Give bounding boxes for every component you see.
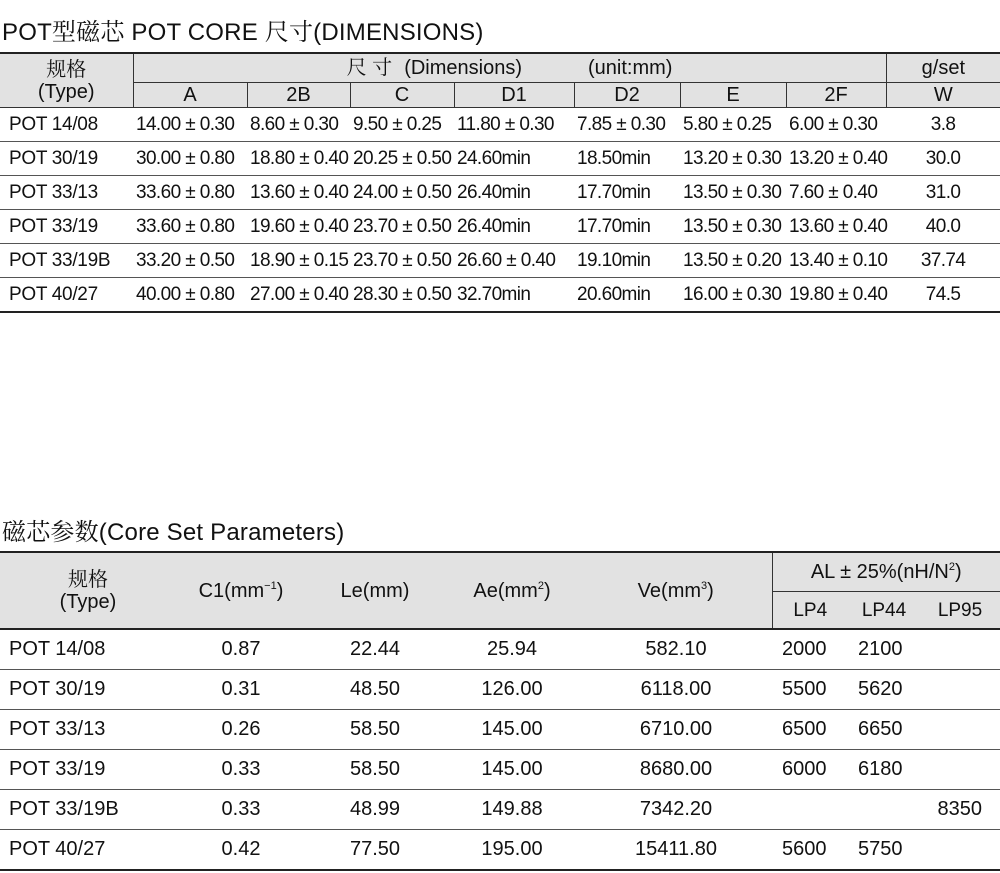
col-header-a: A — [133, 83, 247, 108]
dimension-cell: 23.70 ± 0.50 — [350, 244, 454, 278]
type-cell: POT 33/13 — [0, 176, 133, 210]
dimension-cell: 6.00 ± 0.30 — [786, 108, 886, 142]
dimension-cell: 16.00 ± 0.30 — [680, 278, 786, 313]
le-cell: 48.99 — [306, 790, 444, 830]
c1-cell: 0.31 — [176, 670, 306, 710]
type-cell: POT 40/27 — [0, 278, 133, 313]
col-header-c: C — [350, 83, 454, 108]
lp95-header: LP95 — [920, 592, 1000, 630]
parameters-table — [0, 551, 1000, 871]
lp44-cell: 5750 — [848, 830, 920, 871]
dimensions-header: 尺 寸 (Dimensions) (unit:mm) — [133, 53, 886, 83]
ae-cell: 145.00 — [444, 750, 580, 790]
weight-cell: 3.8 — [886, 108, 1000, 142]
table-row — [0, 278, 1000, 313]
dimension-cell: 19.60 ± 0.40 — [247, 210, 350, 244]
dimension-cell: 17.70min — [574, 210, 680, 244]
weight-unit-header: g/set — [886, 53, 1000, 83]
dimension-cell: 20.25 ± 0.50 — [350, 142, 454, 176]
c1-cell: 0.26 — [176, 710, 306, 750]
lp95-cell — [920, 710, 1000, 750]
le-cell: 77.50 — [306, 830, 444, 871]
lp44-cell: 2100 — [848, 629, 920, 670]
ve-cell: 6710.00 — [580, 710, 772, 750]
col-header-2b: 2B — [247, 83, 350, 108]
dimension-cell: 17.70min — [574, 176, 680, 210]
dimension-cell: 13.50 ± 0.30 — [680, 210, 786, 244]
col-header-w: W — [886, 83, 1000, 108]
dimension-cell: 18.80 ± 0.40 — [247, 142, 350, 176]
lp95-cell — [920, 629, 1000, 670]
dimension-cell: 40.00 ± 0.80 — [133, 278, 247, 313]
dimension-cell: 24.60min — [454, 142, 574, 176]
type-cell: POT 40/27 — [0, 830, 176, 871]
type-cell: POT 14/08 — [0, 108, 133, 142]
lp44-cell: 6650 — [848, 710, 920, 750]
lp95-cell — [920, 830, 1000, 871]
dimensions-title: POT型磁芯 POT CORE 尺寸(DIMENSIONS) — [2, 19, 484, 46]
ve-cell: 582.10 — [580, 629, 772, 670]
lp44-cell: 6180 — [848, 750, 920, 790]
dimension-cell: 14.00 ± 0.30 — [133, 108, 247, 142]
table-row — [0, 108, 1000, 142]
c1-cell: 0.42 — [176, 830, 306, 871]
dimension-cell: 7.60 ± 0.40 — [786, 176, 886, 210]
lp4-cell: 2000 — [772, 629, 848, 670]
dimension-cell: 33.60 ± 0.80 — [133, 210, 247, 244]
dimensions-table — [0, 52, 1000, 313]
weight-cell: 74.5 — [886, 278, 1000, 313]
table-row — [0, 830, 1000, 871]
type-cell: POT 33/19 — [0, 210, 133, 244]
lp4-cell: 6500 — [772, 710, 848, 750]
ve-cell: 7342.20 — [580, 790, 772, 830]
lp95-cell — [920, 670, 1000, 710]
lp4-cell: 6000 — [772, 750, 848, 790]
lp95-cell — [920, 750, 1000, 790]
dimension-cell: 20.60min — [574, 278, 680, 313]
type-cell: POT 33/19 — [0, 750, 176, 790]
lp44-header: LP44 — [848, 592, 920, 630]
weight-cell: 31.0 — [886, 176, 1000, 210]
table-row — [0, 244, 1000, 278]
col-header-d1: D1 — [454, 83, 574, 108]
dimension-cell: 19.10min — [574, 244, 680, 278]
dimension-cell: 11.80 ± 0.30 — [454, 108, 574, 142]
dimension-cell: 13.60 ± 0.40 — [247, 176, 350, 210]
ve-cell: 15411.80 — [580, 830, 772, 871]
type-cell: POT 30/19 — [0, 670, 176, 710]
dimension-cell: 33.20 ± 0.50 — [133, 244, 247, 278]
type-header: 规格 (Type) — [0, 552, 176, 629]
table-row — [0, 176, 1000, 210]
ae-cell: 126.00 — [444, 670, 580, 710]
le-cell: 58.50 — [306, 710, 444, 750]
type-cell: POT 14/08 — [0, 629, 176, 670]
type-cell: POT 33/19B — [0, 790, 176, 830]
lp4-cell — [772, 790, 848, 830]
lp4-header: LP4 — [772, 592, 848, 630]
dimension-cell: 18.50min — [574, 142, 680, 176]
dimension-cell: 13.20 ± 0.30 — [680, 142, 786, 176]
dimension-cell: 27.00 ± 0.40 — [247, 278, 350, 313]
dimension-cell: 19.80 ± 0.40 — [786, 278, 886, 313]
type-cell: POT 33/13 — [0, 710, 176, 750]
weight-cell: 30.0 — [886, 142, 1000, 176]
dimension-cell: 13.60 ± 0.40 — [786, 210, 886, 244]
dimension-cell: 28.30 ± 0.50 — [350, 278, 454, 313]
c1-cell: 0.33 — [176, 790, 306, 830]
dimension-cell: 13.20 ± 0.40 — [786, 142, 886, 176]
dimension-cell: 30.00 ± 0.80 — [133, 142, 247, 176]
col-header-e: E — [680, 83, 786, 108]
table-row — [0, 210, 1000, 244]
dimension-cell: 13.40 ± 0.10 — [786, 244, 886, 278]
ve-cell: 6118.00 — [580, 670, 772, 710]
c1-cell: 0.33 — [176, 750, 306, 790]
dimension-cell: 7.85 ± 0.30 — [574, 108, 680, 142]
dimension-cell: 24.00 ± 0.50 — [350, 176, 454, 210]
lp95-cell: 8350 — [920, 790, 1000, 830]
dimension-cell: 5.80 ± 0.25 — [680, 108, 786, 142]
lp4-cell: 5500 — [772, 670, 848, 710]
col-header-d2: D2 — [574, 83, 680, 108]
ve-cell: 8680.00 — [580, 750, 772, 790]
le-cell: 58.50 — [306, 750, 444, 790]
type-header: 规格 (Type) — [0, 53, 133, 108]
lp44-cell: 5620 — [848, 670, 920, 710]
weight-cell: 37.74 — [886, 244, 1000, 278]
dimension-cell: 13.50 ± 0.20 — [680, 244, 786, 278]
dimension-cell: 26.40min — [454, 210, 574, 244]
le-cell: 22.44 — [306, 629, 444, 670]
le-cell: 48.50 — [306, 670, 444, 710]
table-row — [0, 142, 1000, 176]
le-header: Le(mm) — [306, 552, 444, 629]
al-header: AL ± $25\%(nH/N^2)$ — [772, 552, 1000, 592]
type-cell: POT 30/19 — [0, 142, 133, 176]
dimension-cell: 26.40min — [454, 176, 574, 210]
ae-cell: 149.88 — [444, 790, 580, 830]
c1-cell: 0.87 — [176, 629, 306, 670]
ae-cell: 145.00 — [444, 710, 580, 750]
ae-cell: 195.00 — [444, 830, 580, 871]
lp4-cell: 5600 — [772, 830, 848, 871]
dimension-cell: 33.60 ± 0.80 — [133, 176, 247, 210]
dimension-cell: 8.60 ± 0.30 — [247, 108, 350, 142]
type-cell: POT 33/19B — [0, 244, 133, 278]
c1-header: $C1(mm^{-1})$ — [176, 552, 306, 629]
dimension-cell: 9.50 ± 0.25 — [350, 108, 454, 142]
table-row — [0, 670, 1000, 710]
table-row — [0, 750, 1000, 790]
table-row — [0, 790, 1000, 830]
ae-cell: 25.94 — [444, 629, 580, 670]
dimension-cell: 32.70min — [454, 278, 574, 313]
lp44-cell — [848, 790, 920, 830]
weight-cell: 40.0 — [886, 210, 1000, 244]
col-header-2f: 2F — [786, 83, 886, 108]
table-row — [0, 629, 1000, 670]
ae-header: $Ae(mm^2)$ — [444, 552, 580, 629]
table-row — [0, 710, 1000, 750]
dimension-cell: 26.60 ± 0.40 — [454, 244, 574, 278]
parameters-title: 磁芯参数(Core Set Parameters) — [2, 519, 345, 546]
dimension-cell: 13.50 ± 0.30 — [680, 176, 786, 210]
ve-header: $Ve(mm^3)$ — [580, 552, 772, 629]
dimension-cell: 23.70 ± 0.50 — [350, 210, 454, 244]
dimension-cell: 18.90 ± 0.15 — [247, 244, 350, 278]
